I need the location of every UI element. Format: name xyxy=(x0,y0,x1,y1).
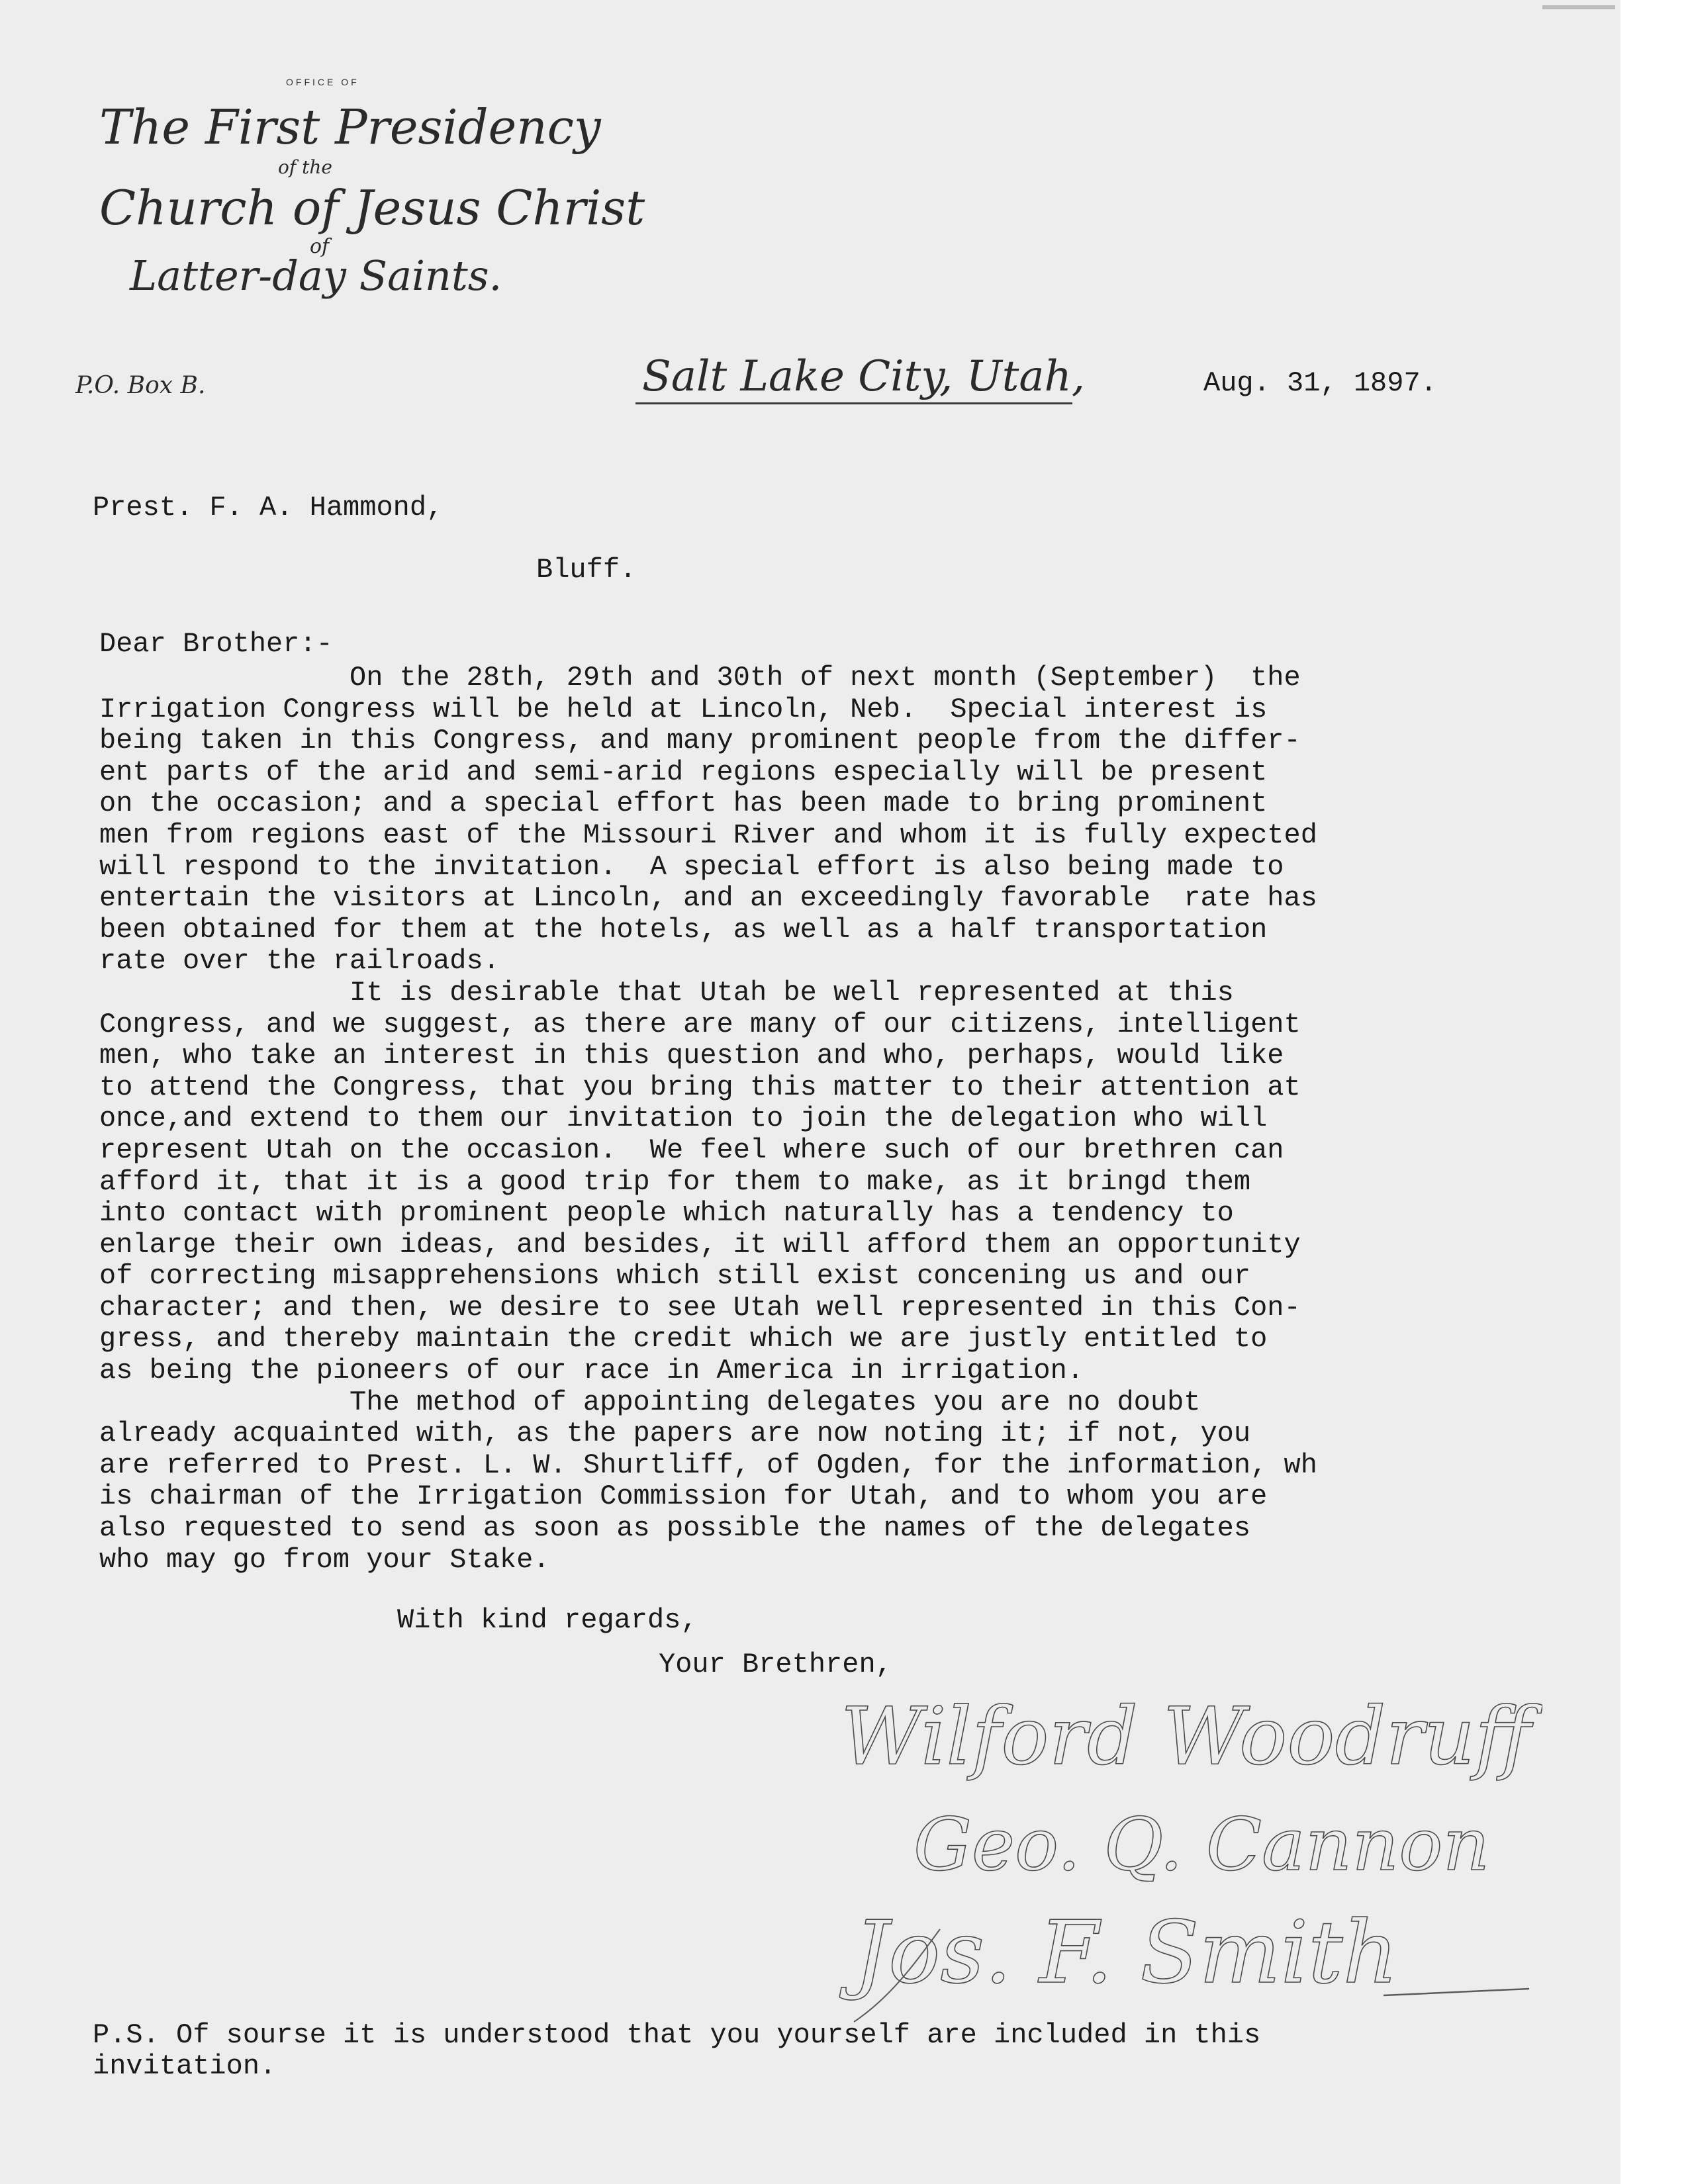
letterhead-line-4: of xyxy=(310,235,330,258)
city-underline xyxy=(635,402,1072,404)
body-line: afford it, that it is a good trip for them to make, as it bringd them xyxy=(99,1165,1251,1198)
addressee-place: Bluff. xyxy=(536,554,637,586)
body-line: once,and extend to them our invitation to join the delegation who will xyxy=(99,1103,1268,1135)
body-line: Congress, and we suggest, as there are many of our citizens, intelligent xyxy=(99,1008,1301,1040)
body-line: of correcting misapprehensions which still exist concening us and our xyxy=(99,1260,1251,1293)
body-line: who may go from your Stake. xyxy=(99,1543,550,1576)
letterhead-line-2: of the xyxy=(278,156,332,178)
body-line: been obtained for them at the hotels, as well as a half transportation xyxy=(99,913,1268,946)
letter-date: Aug. 31, 1897. xyxy=(1203,367,1437,399)
body-line: also requested to send as soon as possible the names of the delegates xyxy=(99,1512,1251,1545)
scan-mark xyxy=(1542,5,1615,9)
signatures xyxy=(814,1678,1542,2028)
body-line: rate over the railroads. xyxy=(99,945,500,978)
body-line: Irrigation Congress will be held at Lincoln, Neb. Special interest is xyxy=(99,693,1268,725)
closing: With kind regards, xyxy=(397,1604,698,1636)
body-line: is chairman of the Irrigation Commission for Utah, and to whom you are xyxy=(99,1480,1268,1513)
letter-body xyxy=(99,662,1317,1576)
body-line: It is desirable that Utah be well represented at this xyxy=(99,976,1234,1009)
letterhead-line-3: Church of Jesus Christ xyxy=(99,180,645,236)
city-line: Salt Lake City, Utah, xyxy=(642,352,1086,401)
body-line: gress, and thereby maintain the credit which we are justly entitled to xyxy=(99,1323,1268,1355)
body-line: into contact with prominent people which naturally has a tendency to xyxy=(99,1197,1234,1230)
body-line: will respond to the invitation. A special effort is also being made to xyxy=(99,850,1284,883)
body-line: The method of appointing delegates you are no doubt xyxy=(99,1386,1201,1418)
body-line: ent parts of the arid and semi-arid regions especially will be present xyxy=(99,756,1268,788)
body-line: represent Utah on the occasion. We feel where such of our brethren can xyxy=(99,1134,1284,1166)
body-line: on the occasion; and a special effort has been made to bring prominent xyxy=(99,788,1268,820)
body-line: are referred to Prest. L. W. Shurtliff, of Ogden, for the information, wh xyxy=(99,1449,1317,1481)
signatures-image xyxy=(814,1678,1542,2028)
body-line: enlarge their own ideas, and besides, it will afford them an opportunity xyxy=(99,1228,1301,1261)
body-line: men, who take an interest in this question and who, perhaps, would like xyxy=(99,1040,1284,1072)
body-line: already acquainted with, as the papers are now noting it; if not, you xyxy=(99,1418,1251,1450)
po-box: P.O. Box B. xyxy=(75,372,206,399)
signature-2: Geo. Q. Cannon xyxy=(914,1802,1490,1887)
body-line: being taken in this Congress, and many prominent people from the differ- xyxy=(99,725,1301,757)
postscript: P.S. Of sourse it is understood that you yourself are included in this invitation. xyxy=(93,2019,1261,2082)
addressee: Prest. F. A. Hammond, xyxy=(93,492,444,523)
signoff: Your Brethren, xyxy=(659,1649,892,1680)
body-line: to attend the Congress, that you bring this matter to their attention at xyxy=(99,1071,1301,1103)
body-line: men from regions east of the Missouri River and whom it is fully expected xyxy=(99,819,1317,851)
body-line: character; and then, we desire to see Utah well represented in this Con- xyxy=(99,1291,1301,1324)
letterhead-line-5: Latter-day Saints. xyxy=(130,251,502,300)
body-line: as being the pioneers of our race in America in irrigation. xyxy=(99,1355,1084,1387)
scan-margin xyxy=(1620,0,1688,2184)
letterhead-line-1: The First Presidency xyxy=(99,99,601,155)
salutation: Dear Brother:- xyxy=(99,628,333,660)
body-line: entertain the visitors at Lincoln, and an exceedingly favorable rate has xyxy=(99,882,1317,915)
signature-underline xyxy=(1383,1989,1529,1995)
signature-3: Jos. F. Smith xyxy=(854,1902,1399,2003)
signature-1: Wilford Woodruff xyxy=(841,1691,1532,1783)
letterhead-office-of: OFFICE OF xyxy=(286,77,359,87)
body-line: On the 28th, 29th and 30th of next month (September) the xyxy=(99,662,1301,694)
